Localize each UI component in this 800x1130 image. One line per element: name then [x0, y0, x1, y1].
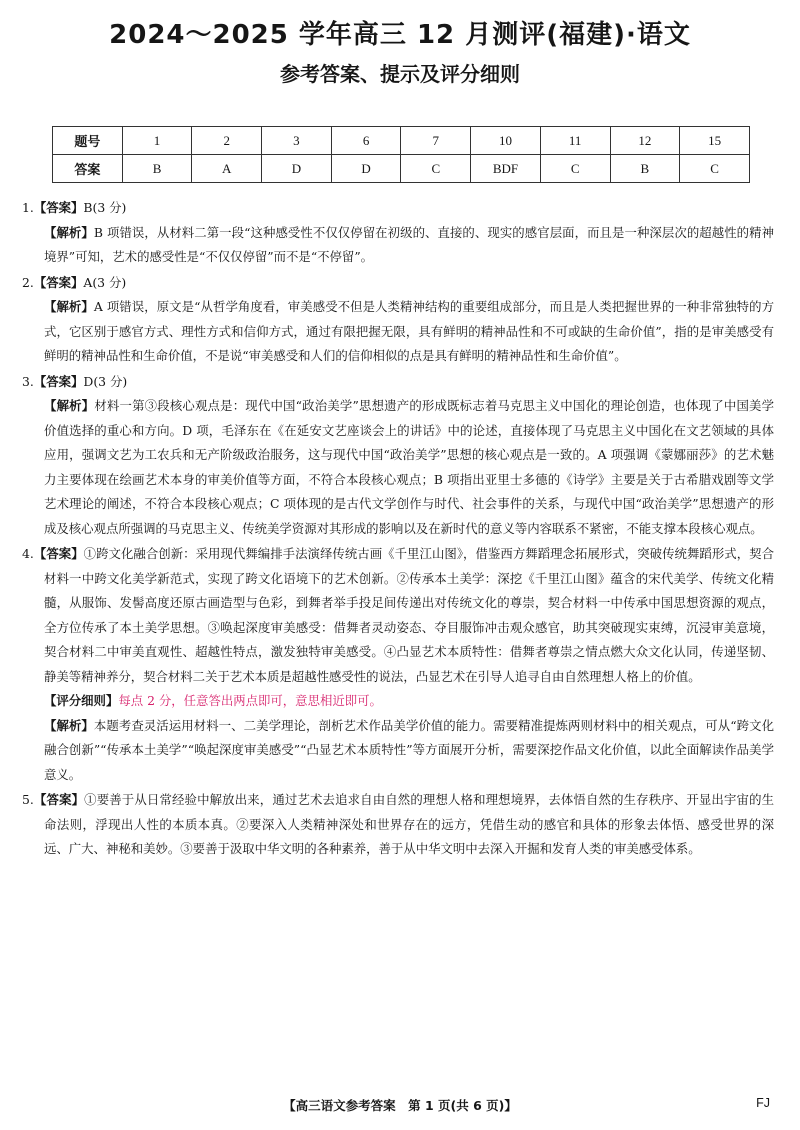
analysis-text: 材料一第③段核心观点是：现代中国“政治美学”思想遗产的形成既标志着马克思主义中国化的理论创造，也体现了中国美学价值选择的重心和方向。D 项，毛泽东在《在延安文艺座谈会上的讲话》中的论述，直接体现了马克思主义中国化在文艺领域的具体应用，强调文艺为工农兵和无产阶级政治服务，这与现代中国“政治美学”思想的核心观点是一致的。A 项强调《蒙娜丽莎》的艺术魅力主要体现在绘画艺术本身的审美价值等方面，不符合本段核心观点；B 项指出亚里士多德的《诗学》主要是关于古希腊戏剧等文学艺术理论的阐述，不符合本段核心观点；C 项体现的是古代文学创作与时代、社会事件的关系，与现代中国“政治美学”思想遗产的形成及核心观点所强调的马克思主义、传统美学资源对其形成的影响以及在新时代的意义等内容联系不紧密，不能支撑本段核心观点。 — [44, 398, 774, 536]
scoring-tag: 【评分细则】 — [44, 693, 119, 708]
analysis-text: 本题考查灵活运用材料一、二美学理论，剖析艺术作品美学价值的能力。需要精准提炼两则材料中的相关观点，可从“跨文化融合创新”“传承本土美学”“唤起深度审美感受”“凸显艺术本质特性”等方面展开分析，需要深挖作品文化价值，以此全面解读作品美学意义。 — [44, 717, 775, 782]
question-number: 1. — [22, 200, 34, 215]
analysis-tag: 【解析】 — [44, 398, 95, 413]
question-3-answer — [22, 370, 774, 395]
table-cell: 1 — [122, 127, 192, 155]
answer-value: A(3 分) — [83, 274, 127, 290]
question-4-analysis — [22, 714, 774, 788]
table-cell: 2 — [192, 127, 262, 155]
question-1-answer — [22, 196, 774, 221]
answer-tag: 【答案】 — [33, 546, 84, 561]
table-cell: 3 — [262, 127, 332, 155]
table-row-question-numbers — [53, 127, 750, 155]
question-1-analysis — [22, 221, 774, 270]
analysis-tag: 【解析】 — [44, 299, 94, 314]
answer-text: ①要善于从日常经验中解放出来，通过艺术去追求自由自然的理想人格和理想境界，去体悟自然的生存秩序、开显出宇宙的生命法则，浮现出人性的本质本真。②要深入人类精神深处和世界存在的远方，凭借生动的感官和具体的形象去体悟、感受世界的深远、广大、神秘和美妙。③要善于汲取中华文明的各种素养，善于从中华文明中去深入开掘和发育人类的审美感受体系。 — [44, 792, 775, 856]
question-number: 3. — [22, 373, 34, 389]
page-title: 2024～2025 学年高三 12 月测评(福建)·语文 — [109, 20, 691, 50]
table-cell: A — [192, 155, 262, 183]
analysis-tag: 【解析】 — [44, 717, 94, 733]
table-header-cell: 题号 — [53, 127, 123, 155]
analysis-text: A 项错误，原文是“从哲学角度看，审美感受不但是人类精神结构的重要组成部分，而且是人类把握世界的一种非常独特的方式，它区别于感官方式、理性方式和信仰方式，通过有限把握无限，具有鲜明的精神品性和不可或缺的生命价值”，指的是审美感受有鲜明的精神品性和生命价值，不是说“审美感受和人们的信仰相似的点是具有鲜明的精神品性和生命价值”。 — [44, 299, 774, 363]
table-cell: D — [262, 155, 332, 183]
question-3-analysis — [22, 394, 774, 541]
table-cell: C — [680, 155, 750, 183]
answer-table — [52, 126, 750, 183]
analysis-tag: 【解析】 — [44, 224, 94, 240]
question-number: 2. — [22, 274, 34, 290]
table-cell: C — [540, 155, 610, 183]
answer-tag: 【答案】 — [33, 274, 84, 290]
answer-tag: 【答案】 — [33, 792, 85, 807]
table-cell: 7 — [401, 127, 471, 155]
table-cell: B — [122, 155, 192, 183]
question-number: 5. — [22, 792, 34, 807]
table-cell: 12 — [610, 127, 680, 155]
answer-explanations — [22, 195, 774, 862]
analysis-text: B 项错误，从材料二第一段“这种感受性不仅仅停留在初级的、直接的、现实的感官层面，而且是一种深层次的超越性的精神境界”可知，艺术的感受性是“不仅仅停留”而不是“不停留”。 — [44, 224, 775, 264]
table-cell: B — [610, 155, 680, 183]
footer-code: FJ — [756, 1096, 770, 1110]
table-cell: C — [401, 155, 471, 183]
table-cell: D — [331, 155, 401, 183]
answer-tag: 【答案】 — [33, 200, 84, 215]
question-2-analysis — [22, 295, 774, 369]
table-cell: 15 — [680, 127, 750, 155]
answer-text: ①跨文化融合创新：采用现代舞编排手法演绎传统古画《千里江山图》，借鉴西方舞蹈理念拓展形式，突破传统舞蹈形式，契合材料一中跨文化美学新范式，实现了跨文化语境下的艺术创新。②传承本土美学：深挖《千里江山图》蕴含的宋代美学、传统文化精髓，从服饰、发髻高度还原古画造型与色彩，到舞者举手投足间传递出对传统文化的尊崇，契合材料一中传承中国思想资源的观点，全方位传承了本土美学思想。③唤起深度审美感受：借舞者灵动姿态、夺目服饰冲击观众感官，助其突破现实束缚，沉浸审美意境，契合材料二中审美直观性、超越性特点，激发独特审美感受。④凸显艺术本质特性：借舞者尊崇之情点燃大众文化认同，传递坚韧、静美等精神养分，契合材料二关于艺术本质是超越性感受性的说法，凸显艺术在引导人追寻自由自然理想人格上的价值。 — [44, 546, 774, 684]
table-header-cell: 答案 — [53, 155, 123, 183]
question-4-scoring — [22, 689, 774, 714]
page-subtitle: 参考答案、提示及评分细则 — [280, 62, 520, 86]
question-5-answer — [22, 788, 774, 862]
table-cell: BDF — [471, 155, 541, 183]
question-number: 4. — [22, 546, 34, 561]
table-cell: 6 — [331, 127, 401, 155]
table-cell: 10 — [471, 127, 541, 155]
answer-tag: 【答案】 — [33, 373, 84, 389]
table-row-answers — [53, 155, 750, 183]
question-4-answer — [22, 542, 774, 689]
answer-value: D(3 分) — [83, 373, 128, 389]
question-2-answer — [22, 271, 774, 296]
page-footer: 【高三语文参考答案 第 1 页(共 6 页)】 — [283, 1098, 517, 1113]
scoring-text: 每点 2 分，任意答出两点即可，意思相近即可。 — [118, 693, 382, 708]
table-cell: 11 — [540, 127, 610, 155]
answer-value: B(3 分) — [83, 200, 127, 215]
